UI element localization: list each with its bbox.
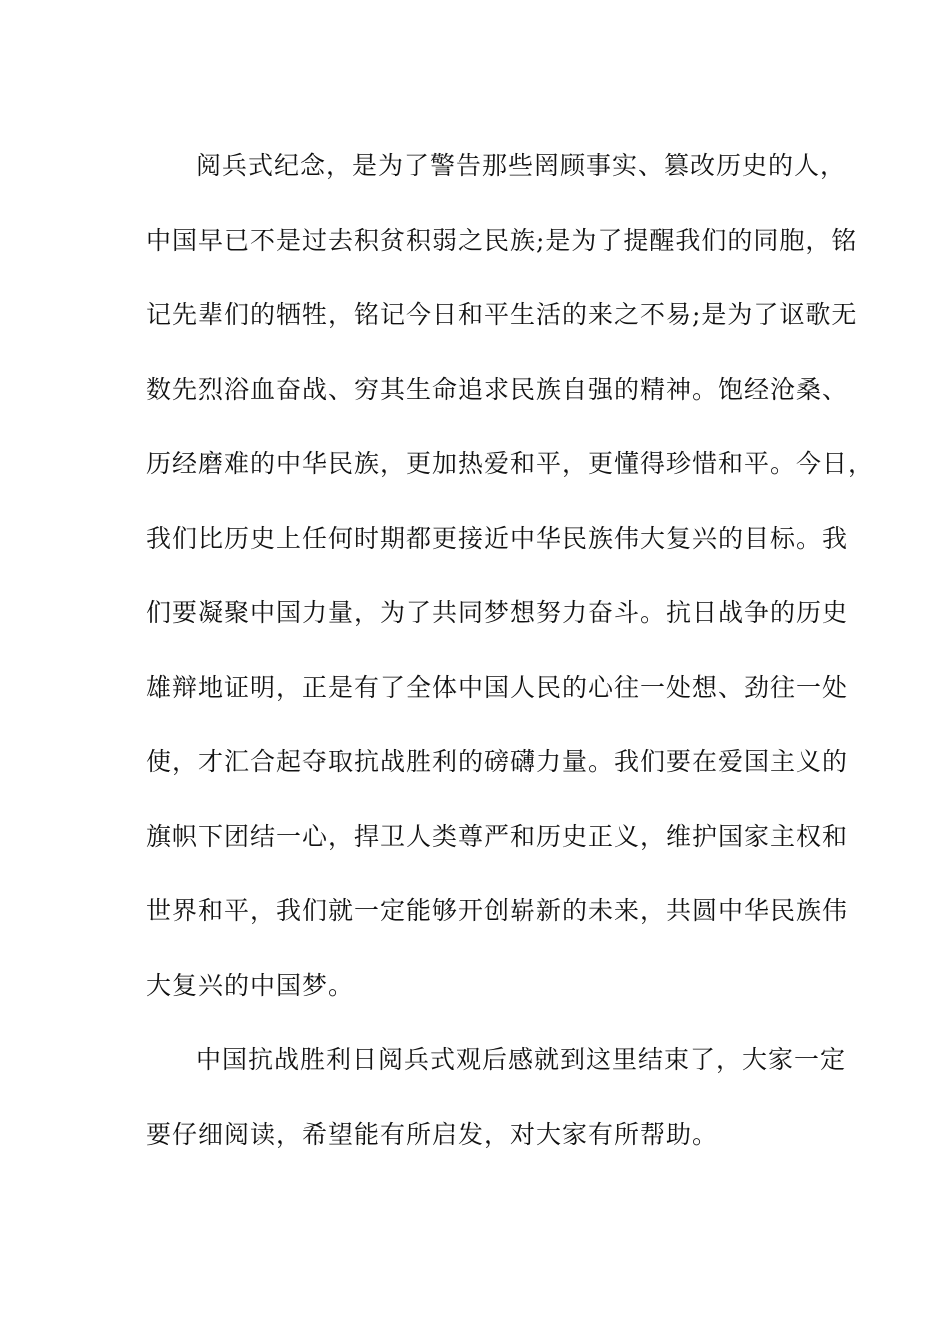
text-line: 雄辩地证明，正是有了全体中国人民的心往一处想、劲往一处 — [146, 672, 849, 702]
text-line: 使，才汇合起夺取抗战胜利的磅礴力量。我们要在爱国主义的 — [146, 747, 849, 776]
text-line: 中国抗战胜利日阅兵式观后感就到这里结束了，大家一定 — [196, 1045, 847, 1074]
document-body — [146, 129, 875, 1172]
text-line: 中国早已不是过去积贫积弱之民族;是为了提醒我们的同胞，铭 — [146, 225, 858, 255]
paragraph-1 — [146, 129, 875, 1023]
text-line: 我们比历史上任何时期都更接近中华民族伟大复兴的目标。我 — [146, 523, 849, 553]
text-line: 世界和平，我们就一定能够开创崭新的未来，共圆中华民族伟 — [146, 896, 849, 925]
text-line: 旗帜下团结一心，捍卫人类尊严和历史正义，维护国家主权和 — [146, 821, 849, 851]
text-line: 阅兵式纪念，是为了警告那些罔顾事实、篡改历史的人， — [196, 151, 847, 180]
text-line: 大复兴的中国梦。 — [146, 970, 355, 1000]
text-line: 记先辈们的牺牲，铭记今日和平生活的来之不易;是为了讴歌无 — [146, 300, 858, 329]
text-line: 历经磨难的中华民族，更加热爱和平，更懂得珍惜和平。今日， — [146, 449, 875, 478]
text-line: 数先烈浴血奋战、穷其生命追求民族自强的精神。饱经沧桑、 — [146, 374, 849, 404]
text-line: 们要凝聚中国力量，为了共同梦想努力奋斗。抗日战争的历史 — [146, 598, 849, 627]
paragraph-2 — [146, 1023, 847, 1172]
text-line: 要仔细阅读，希望能有所启发，对大家有所帮助。 — [146, 1119, 719, 1149]
